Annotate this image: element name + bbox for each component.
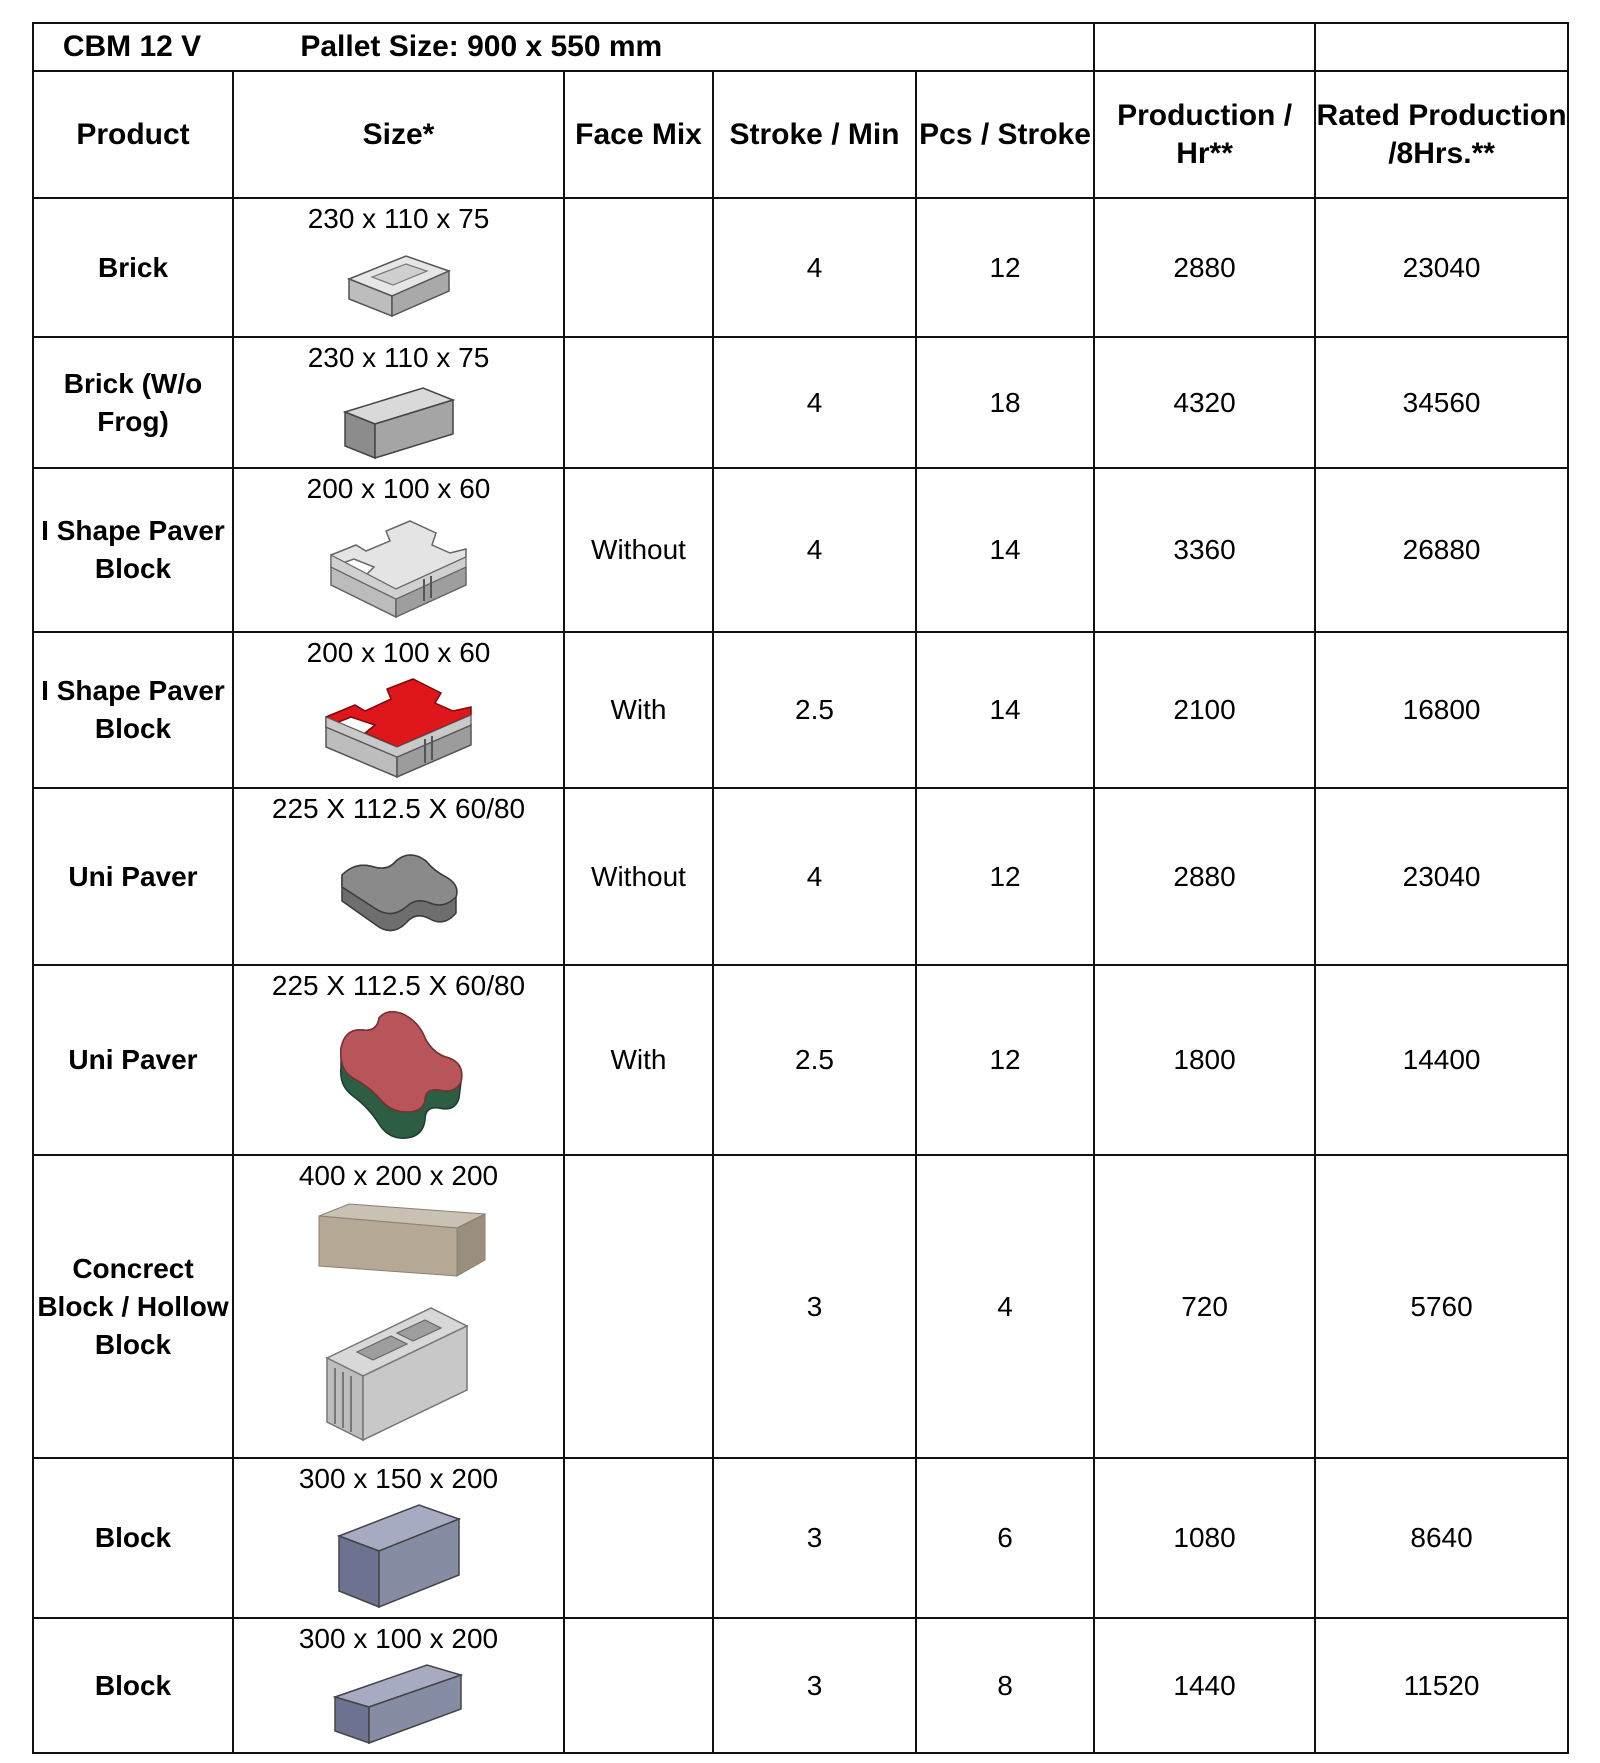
size-cell	[233, 198, 564, 337]
header-face-mix: Face Mix	[564, 71, 713, 198]
face-mix-cell: With	[564, 632, 713, 788]
production-hr-cell: 720	[1094, 1155, 1315, 1458]
brick-with-frog-icon	[344, 241, 454, 321]
header-product: Product	[33, 71, 233, 198]
model-name: CBM 12 V	[62, 30, 202, 63]
i-shape-paver-red-icon	[321, 675, 476, 780]
stroke-min-cell: 2.5	[713, 965, 916, 1155]
header-production-hr: Production / Hr**	[1094, 71, 1315, 198]
production-hr-cell: 2100	[1094, 632, 1315, 788]
pallet-size: Pallet Size: 900 x 550 mm	[300, 30, 663, 63]
pcs-stroke-cell: 14	[916, 468, 1094, 632]
table-row	[33, 632, 1568, 788]
rated-production-cell: 8640	[1315, 1458, 1568, 1618]
size-label: 300 x 150 x 200	[298, 1463, 499, 1494]
stroke-min-cell: 4	[713, 337, 916, 468]
production-hr-cell: 2880	[1094, 788, 1315, 965]
production-hr-cell: 1080	[1094, 1458, 1315, 1618]
face-mix-cell: Without	[564, 788, 713, 965]
rated-production-cell: 14400	[1315, 965, 1568, 1155]
rated-production-cell: 23040	[1315, 788, 1568, 965]
thin-block-icon	[331, 1661, 466, 1746]
rated-production-cell: 16800	[1315, 632, 1568, 788]
title-empty-cell	[1315, 23, 1568, 71]
face-mix-cell: With	[564, 965, 713, 1155]
face-mix-cell	[564, 198, 713, 337]
production-hr-cell: 1800	[1094, 965, 1315, 1155]
product-name: Uni Paver	[33, 788, 233, 965]
size-cell	[233, 1155, 564, 1458]
size-label: 300 x 100 x 200	[298, 1623, 499, 1654]
stroke-min-cell: 3	[713, 1458, 916, 1618]
header-row	[33, 71, 1568, 198]
title-empty-cell	[1094, 23, 1315, 71]
pcs-stroke-cell: 4	[916, 1155, 1094, 1458]
face-mix-cell: Without	[564, 468, 713, 632]
product-name: Concrect Block / Hollow Block	[33, 1155, 233, 1458]
product-name: I Shape Paver Block	[33, 468, 233, 632]
table-row	[33, 1618, 1568, 1753]
size-cell	[233, 1458, 564, 1618]
header-rated-production: Rated Production /8Hrs.**	[1315, 71, 1568, 198]
pcs-stroke-cell: 6	[916, 1458, 1094, 1618]
i-shape-paver-grey-icon	[326, 511, 471, 621]
solid-brick-icon	[341, 380, 456, 460]
table-row	[33, 965, 1568, 1155]
size-cell	[233, 965, 564, 1155]
table-row	[33, 1155, 1568, 1458]
size-cell	[233, 788, 564, 965]
pcs-stroke-cell: 8	[916, 1618, 1094, 1753]
face-mix-cell	[564, 1155, 713, 1458]
pcs-stroke-cell: 12	[916, 965, 1094, 1155]
product-name: Brick	[33, 198, 233, 337]
production-hr-cell: 3360	[1094, 468, 1315, 632]
pcs-stroke-cell: 18	[916, 337, 1094, 468]
size-cell	[233, 468, 564, 632]
uni-paver-grey-icon	[334, 847, 464, 942]
size-label: 225 X 112.5 X 60/80	[271, 970, 526, 1001]
production-hr-cell: 2880	[1094, 198, 1315, 337]
production-hr-cell: 1440	[1094, 1618, 1315, 1753]
rated-production-cell: 23040	[1315, 198, 1568, 337]
stroke-min-cell: 3	[713, 1618, 916, 1753]
face-mix-cell	[564, 1618, 713, 1753]
concrete-and-hollow-block-icon	[309, 1198, 489, 1443]
product-name: Block	[33, 1458, 233, 1618]
table-row	[33, 1458, 1568, 1618]
product-name: I Shape Paver Block	[33, 632, 233, 788]
title-row	[33, 23, 1568, 71]
pcs-stroke-cell: 14	[916, 632, 1094, 788]
stroke-min-cell: 4	[713, 788, 916, 965]
rated-production-cell: 26880	[1315, 468, 1568, 632]
rated-production-cell: 34560	[1315, 337, 1568, 468]
production-hr-cell: 4320	[1094, 337, 1315, 468]
stroke-min-cell: 2.5	[713, 632, 916, 788]
pcs-stroke-cell: 12	[916, 198, 1094, 337]
table-row	[33, 337, 1568, 468]
size-cell	[233, 1618, 564, 1753]
pcs-stroke-cell: 12	[916, 788, 1094, 965]
product-name: Uni Paver	[33, 965, 233, 1155]
stroke-min-cell: 4	[713, 468, 916, 632]
header-size: Size*	[233, 71, 564, 198]
size-label: 230 x 110 x 75	[307, 203, 490, 234]
face-mix-cell	[564, 1458, 713, 1618]
size-label: 200 x 100 x 60	[306, 637, 491, 668]
block-icon	[334, 1501, 464, 1611]
size-cell	[233, 337, 564, 468]
production-table	[32, 22, 1569, 1754]
header-pcs-stroke: Pcs / Stroke	[916, 71, 1094, 198]
size-cell	[233, 632, 564, 788]
product-name: Brick (W/o Frog)	[33, 337, 233, 468]
table-row	[33, 468, 1568, 632]
table-row	[33, 788, 1568, 965]
size-label: 225 X 112.5 X 60/80	[271, 793, 526, 824]
rated-production-cell: 11520	[1315, 1618, 1568, 1753]
face-mix-cell	[564, 337, 713, 468]
title-cell	[33, 23, 1094, 71]
product-name: Block	[33, 1618, 233, 1753]
stroke-min-cell: 3	[713, 1155, 916, 1458]
size-label: 230 x 110 x 75	[307, 342, 490, 373]
stroke-min-cell: 4	[713, 198, 916, 337]
header-stroke-min: Stroke / Min	[713, 71, 916, 198]
table-row	[33, 198, 1568, 337]
rated-production-cell: 5760	[1315, 1155, 1568, 1458]
uni-paver-red-green-icon	[329, 1008, 469, 1143]
size-label: 400 x 200 x 200	[298, 1160, 499, 1191]
size-label: 200 x 100 x 60	[306, 473, 491, 504]
